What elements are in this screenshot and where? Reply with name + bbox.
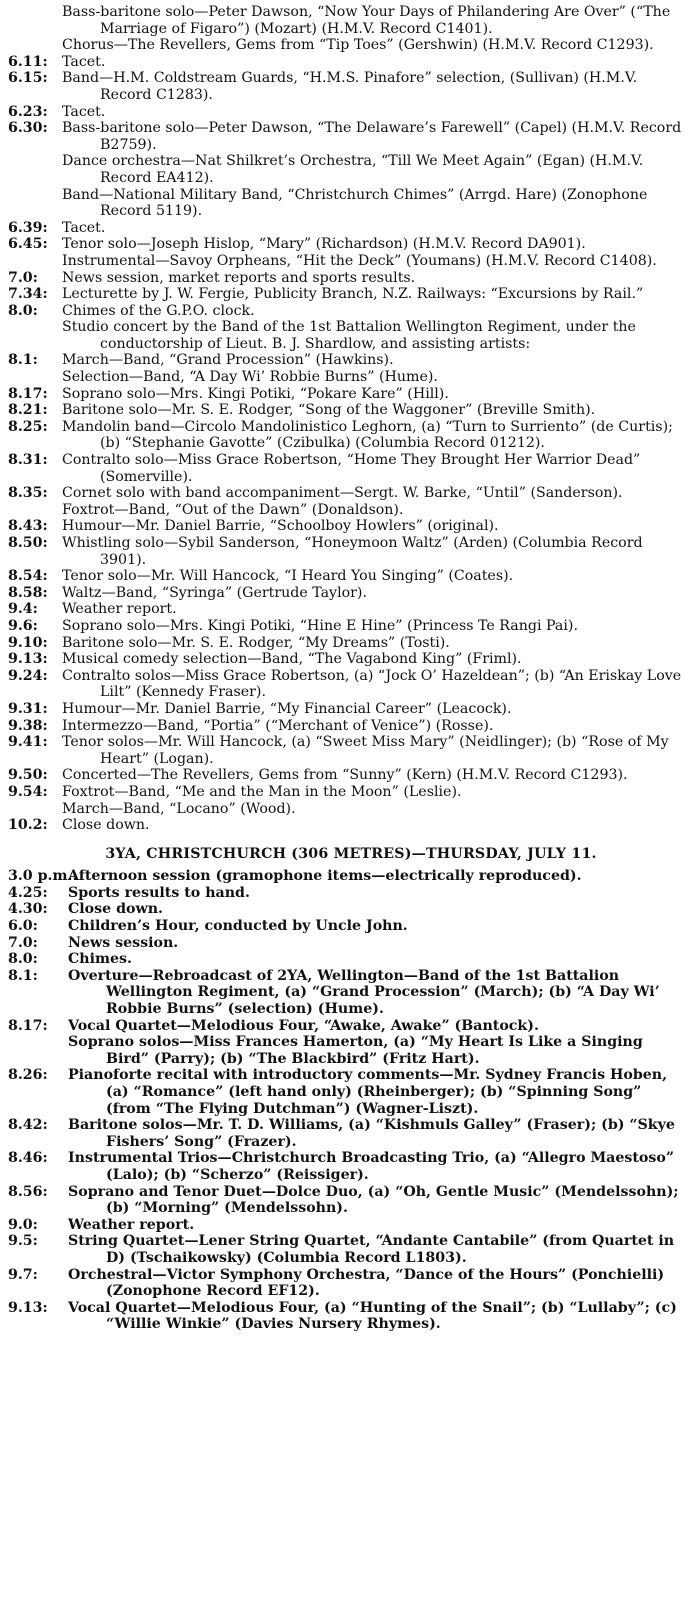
programme-item: Foxtrot—Band, “Me and the Man in the Moon” (Leslie). (62, 783, 462, 800)
programme-item: Weather report. (62, 601, 177, 618)
time-label: 6.39: (8, 219, 48, 236)
time-label: 8.31: (8, 452, 48, 469)
programme-entry (8, 70, 684, 103)
programme-item: Contralto solo—Miss Grace Robertson, “Home They Brought Her Warrior Dead” (Somerville). (62, 452, 641, 485)
programme-item: Soprano solo—Mrs. Kingi Potiki, “Hine E Hine” (Princess Te Rangi Pai). (62, 617, 578, 634)
programme-entry (8, 452, 684, 485)
programme-entry (8, 668, 684, 701)
time-label: 9.7: (8, 1266, 38, 1283)
time-label: 10.2: (8, 817, 48, 834)
time-label: 4.25: (8, 884, 48, 901)
time-label: 9.50: (8, 767, 48, 784)
time-label: 9.6: (8, 617, 38, 634)
programme-entry (8, 968, 684, 1018)
programme-item: Soprano solos—Miss Frances Hamerton, (a) “My Heart Is Like a Singing Bird” (Parry); (b) “The Blackbird” (Fritz Hart). (68, 1034, 643, 1067)
programme-item: Tenor solos—Mr. Will Hancock, (a) “Sweet Miss Mary” (Neidlinger); (b) “Rose of My Heart” (Logan). (62, 734, 669, 767)
time-label: 8.0: (8, 951, 38, 968)
time-label: 7.34: (8, 286, 48, 303)
programme-item: Intermezzo—Band, “Portia” (“Merchant of Venice”) (Rosse). (62, 717, 494, 734)
programme-entry (8, 518, 684, 535)
programme-item: Waltz—Band, “Syringa” (Gertrude Taylor). (62, 584, 367, 601)
programme-entry (8, 419, 684, 452)
time-label: 8.21: (8, 402, 48, 419)
programme-entry (8, 1184, 684, 1217)
programme-item: News session, market reports and sports results. (62, 269, 416, 286)
time-label: 9.4: (8, 601, 38, 618)
time-label: 8.54: (8, 568, 48, 585)
programme-item: Chimes of the G.P.O. clock. (62, 302, 255, 319)
section-2ya-programme (8, 4, 684, 834)
programme-item: Tacet. (62, 103, 106, 120)
time-label: 9.0: (8, 1216, 38, 1233)
time-label: 8.25: (8, 418, 48, 435)
programme-item: Bass-baritone solo—Peter Dawson, “Now Your Days of Philandering Are Over” (“The Marriage of Figaro”) (Mozart) (H.M.V. Record C1401). (62, 4, 671, 37)
programme-entry (8, 303, 684, 353)
time-label: 8.26: (8, 1067, 48, 1084)
programme-entry (8, 1300, 684, 1333)
time-label: 8.42: (8, 1117, 48, 1134)
programme-entry (8, 352, 684, 385)
time-label: 9.10: (8, 634, 48, 651)
programme-item: Vocal Quartet—Melodious Four, (a) “Hunting of the Snail”; (b) “Lullaby”; (c) “Willie Winkie” (Davies Nursery Rhymes). (68, 1299, 677, 1333)
time-label: 9.13: (8, 651, 48, 668)
programme-item: Tacet. (62, 219, 106, 236)
programme-item: Band—National Military Band, “Christchurch Chimes” (Arrgd. Hare) (Zonophone Record 5119). (62, 186, 648, 220)
programme-entry (8, 651, 684, 668)
programme-item: Pianoforte recital with introductory comments—Mr. Sydney Francis Hoben, (a) “Romance” (left hand only) (Rheinberger); (b) “Spinning Song” (from “The Flying Dutchman”) (Wagner-Liszt). (68, 1067, 668, 1117)
programme-entry (8, 1018, 684, 1068)
programme-item: Mandolin band—Circolo Mandolinistico Leghorn, (a) “Turn to Surriento” (de Curtis); (b) “Stephanie Gavotte” (Czibulka) (Columbia Record 01212). (62, 418, 673, 452)
programme-item: Weather report. (68, 1216, 195, 1233)
programme-item: Musical comedy selection—Band, “The Vagabond King” (Friml). (62, 651, 522, 668)
programme-entry (8, 618, 684, 635)
programme-entry (8, 1150, 684, 1183)
programme-item: Sports results to hand. (68, 884, 250, 901)
programme-item: Overture—Rebroadcast of 2YA, Wellington—Band of the 1st Battalion Wellington Regiment, (a) “Grand Procession” (March); (b) “A Day Wi’ Robbie Burns” (selection) (Hume). (68, 967, 660, 1018)
programme-entry (8, 37, 684, 54)
programme-item: Humour—Mr. Daniel Barrie, “Schoolboy Howlers” (original). (62, 518, 499, 535)
programme-entry (8, 585, 684, 602)
programme-item: Close down. (68, 901, 163, 918)
section-3ya-programme (8, 868, 684, 1333)
programme-entry (8, 918, 684, 935)
programme-item: Instrumental—Savoy Orpheans, “Hit the Deck” (Youmans) (H.M.V. Record C1408). (62, 252, 657, 269)
programme-entry (8, 951, 684, 968)
programme-item: Tacet. (62, 53, 106, 70)
programme-item: March—Band, “Grand Procession” (Hawkins). (62, 352, 394, 369)
time-label: 4.30: (8, 901, 48, 918)
continued-items (8, 4, 684, 54)
time-label: 3.0 p.m.: (8, 868, 78, 885)
time-label: 6.45: (8, 236, 48, 253)
time-label: 6.0: (8, 918, 38, 935)
programme-entry (8, 718, 684, 735)
programme-item: Baritone solo—Mr. S. E. Rodger, “Song of the Waggoner” (Breville Smith). (62, 402, 596, 419)
programme-list (8, 54, 684, 834)
programme-item: Contralto solos—Miss Grace Robertson, (a) “Jock O’ Hazeldean”; (b) “An Eriskay Love Lilt” (Kennedy Fraser). (62, 667, 682, 701)
time-label: 7.0: (8, 269, 38, 286)
programme-entry (8, 535, 684, 568)
programme-entry (8, 601, 684, 618)
programme-item: Lecturette by J. W. Fergie, Publicity Branch, N.Z. Railways: “Excursions by Rail.” (62, 286, 644, 303)
programme-item: Selection—Band, “A Day Wi’ Robbie Burns” (Hume). (62, 369, 438, 386)
time-label: 9.38: (8, 717, 48, 734)
time-label: 8.17: (8, 385, 48, 402)
programme-entry (8, 767, 684, 784)
programme-entry (8, 220, 684, 237)
programme-entry (8, 817, 684, 834)
programme-entry (8, 402, 684, 419)
time-label: 8.1: (8, 967, 38, 984)
programme-item: Dance orchestra—Nat Shilkret’s Orchestra, “Till We Meet Again” (Egan) (H.M.V. Record EA412). (62, 153, 644, 186)
programme-item: Soprano solo—Mrs. Kingi Potiki, “Pokare Kare” (Hill). (62, 385, 449, 402)
time-label: 9.41: (8, 734, 48, 751)
programme-item: Chimes. (68, 951, 132, 968)
time-label: 8.17: (8, 1017, 48, 1034)
programme-entry (8, 270, 684, 287)
programme-entry (8, 885, 684, 902)
programme-item: Tenor solo—Joseph Hislop, “Mary” (Richardson) (H.M.V. Record DA901). (62, 236, 586, 253)
programme-entry (8, 4, 684, 37)
programme-entry (8, 236, 684, 269)
programme-item: Studio concert by the Band of the 1st Battalion Wellington Regiment, under the conductorship of Lieut. B. J. Shardlow, and assisting artists: (62, 319, 636, 352)
programme-item: Vocal Quartet—Melodious Four, “Awake, Awake” (Bantock). (68, 1017, 539, 1034)
programme-item: Soprano and Tenor Duet—Dolce Duo, (a) “Oh, Gentle Music” (Mendelssohn); (b) “Morning” (Mendelssohn). (68, 1183, 679, 1217)
programme-entry (8, 901, 684, 918)
time-label: 8.0: (8, 302, 38, 319)
programme-item: Band—H.M. Coldstream Guards, “H.M.S. Pinafore” selection, (Sullivan) (H.M.V. Record C1283). (62, 70, 638, 103)
time-label: 8.58: (8, 584, 48, 601)
programme-entry (8, 54, 684, 71)
programme-list (8, 868, 684, 1333)
programme-entry (8, 1233, 684, 1266)
programme-entry (8, 485, 684, 518)
time-label: 8.35: (8, 485, 48, 502)
time-label: 6.30: (8, 120, 48, 137)
programme-item: Instrumental Trios—Christchurch Broadcasting Trio, (a) “Allegro Maestoso” (Lalo); (b) “Scherzo” (Reissiger). (68, 1150, 675, 1183)
programme-entry (8, 568, 684, 585)
programme-entry (8, 104, 684, 121)
time-label: 6.11: (8, 53, 48, 70)
time-label: 9.24: (8, 667, 48, 684)
programme-item: Humour—Mr. Daniel Barrie, “My Financial Career” (Leacock). (62, 700, 512, 717)
programme-item: String Quartet—Lener String Quartet, “Andante Cantabile” (from Quartet in D) (Tschaikowsky) (Columbia Record L1803). (68, 1233, 675, 1266)
programme-entry (8, 784, 684, 817)
programme-item: Bass-baritone solo—Peter Dawson, “The Delaware’s Farewell” (Capel) (H.M.V. Record B2759). (62, 120, 682, 153)
programme-item: Chorus—The Revellers, Gems from “Tip Toes” (Gershwin) (H.M.V. Record C1293). (62, 37, 654, 54)
programme-entry (8, 286, 684, 303)
programme-item: Afternoon session (gramophone items—electrically reproduced). (68, 868, 582, 885)
programme-entry (8, 701, 684, 718)
programme-item: Concerted—The Revellers, Gems from “Sunny” (Kern) (H.M.V. Record C1293). (62, 767, 628, 784)
programme-item: Baritone solos—Mr. T. D. Williams, (a) “Kishmuls Galley” (Fraser); (b) “Skye Fishers’ Song” (Frazer). (68, 1117, 675, 1150)
programme-entry (8, 1267, 684, 1300)
programme-item: News session. (68, 934, 179, 951)
programme-item: Baritone solo—Mr. S. E. Rodger, “My Dreams” (Tosti). (62, 634, 450, 651)
time-label: 9.54: (8, 783, 48, 800)
time-label: 7.0: (8, 934, 38, 951)
programme-entry (8, 1067, 684, 1117)
programme-item: Foxtrot—Band, “Out of the Dawn” (Donaldson). (62, 501, 404, 518)
time-label: 8.50: (8, 535, 48, 551)
programme-entry (8, 635, 684, 652)
programme-item: March—Band, “Locano” (Wood). (62, 800, 296, 817)
programme-entry (8, 1117, 684, 1150)
programme-item: Tenor solo—Mr. Will Hancock, “I Heard You Singing” (Coates). (62, 568, 514, 585)
time-label: 9.31: (8, 700, 48, 717)
time-label: 9.5: (8, 1233, 38, 1250)
programme-entry (8, 386, 684, 403)
time-label: 8.46: (8, 1150, 48, 1167)
programme-item: Close down. (62, 817, 150, 834)
time-label: 6.23: (8, 103, 48, 120)
time-label: 8.1: (8, 352, 38, 369)
time-label: 8.56: (8, 1183, 48, 1200)
programme-entry (8, 1217, 684, 1234)
programme-item: Children’s Hour, conducted by Uncle John. (68, 918, 408, 935)
programme-entry (8, 734, 684, 767)
section-heading-3ya: 3YA, CHRISTCHURCH (306 METRES)—THURSDAY, JULY 11. (105, 845, 597, 862)
time-label: 6.15: (8, 70, 48, 87)
programme-entry (8, 868, 684, 885)
programme-entry (8, 935, 684, 952)
programme-item: Orchestral—Victor Symphony Orchestra, “Dance of the Hours” (Ponchielli) (Zonophone Record EF12). (68, 1266, 665, 1300)
programme-item: Cornet solo with band accompaniment—Sergt. W. Barke, “Until” (Sanderson). (62, 485, 623, 502)
programme-entry (8, 120, 684, 220)
time-label: 9.13: (8, 1299, 48, 1316)
time-label: 8.43: (8, 518, 48, 535)
programme-item: Whistling solo—Sybil Sanderson, “Honeymoon Waltz” (Arden) (Columbia Record 3901). (62, 535, 643, 568)
